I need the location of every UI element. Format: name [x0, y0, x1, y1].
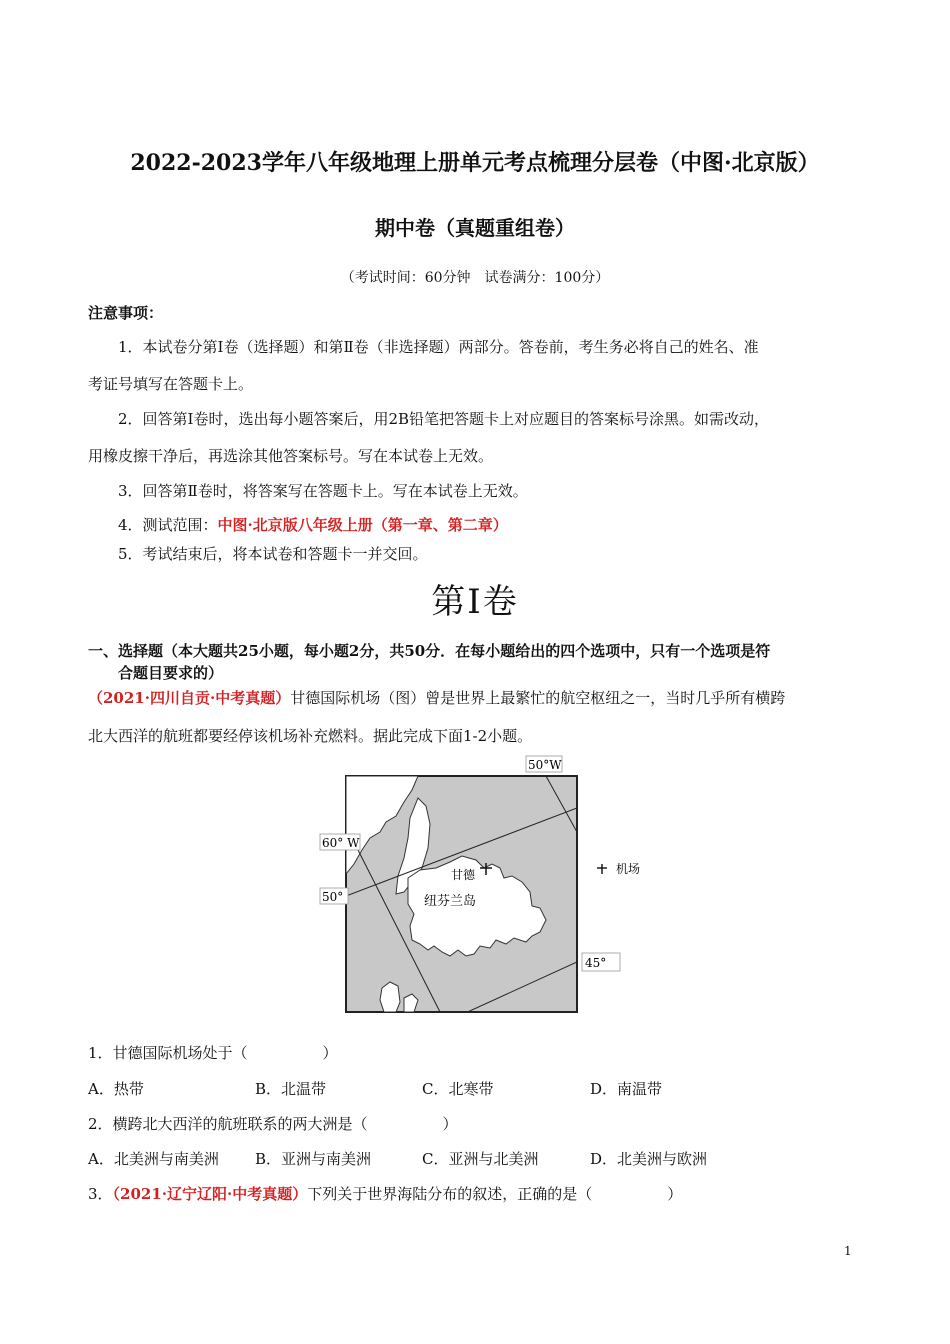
note-1-line1: 1．本试卷分第Ⅰ卷（选择题）和第Ⅱ卷（非选择题）两部分。答卷前，考生务必将自己的姓名、准: [118, 338, 759, 356]
q2-option-d[interactable]: D．北美洲与欧洲: [590, 1150, 708, 1168]
page-title: 2022-2023学年八年级地理上册单元考点梳理分层卷（中图·北京版）: [130, 150, 820, 176]
q2-option-b[interactable]: B．亚洲与南美洲: [255, 1150, 372, 1168]
question-1-stem: 1．甘德国际机场处于（ ）: [88, 1044, 338, 1062]
test-scope: 中图·北京版八年级上册（第一章、第二章）: [217, 516, 508, 534]
q1-option-b[interactable]: B．北温带: [255, 1080, 327, 1098]
lat-label-60: 60° W: [322, 836, 360, 850]
page-number: 1: [844, 1244, 852, 1258]
note-5: 5．考试结束后，将本试卷和答题卡一并交回。: [118, 545, 428, 563]
question-3: [88, 1183, 682, 1204]
intro-line2: 北大西洋的航班都要经停该机场补充燃料。据此完成下面1-2小题。: [88, 727, 533, 745]
lat-label-50: 50°: [322, 890, 344, 904]
newfoundland-map: [300, 750, 660, 1020]
q1-option-d[interactable]: D．南温带: [590, 1080, 663, 1098]
section-heading-line2: 合题目要求的）: [118, 664, 224, 682]
question-3-stem: 下列关于世界海陆分布的叙述，正确的是（ ）: [307, 1185, 683, 1203]
airport-label: 甘德: [451, 868, 476, 882]
q1-option-a[interactable]: A．热带: [88, 1080, 144, 1098]
lon-label-50w: 50°W: [528, 758, 562, 772]
question-2-stem: 2．横跨北大西洋的航班联系的两大洲是（ ）: [88, 1115, 458, 1133]
intro-source: （2021·四川自贡·中考真题）: [88, 689, 291, 707]
q2-option-c[interactable]: C．亚洲与北美洲: [422, 1150, 539, 1168]
q1-option-c[interactable]: C．北寒带: [422, 1080, 494, 1098]
intro-line1: [88, 687, 785, 708]
q2-option-a[interactable]: A．北美洲与南美洲: [88, 1150, 219, 1168]
note-4: [118, 514, 508, 535]
note-4-prefix: 4．测试范围：: [118, 516, 218, 534]
section-heading-line1: 一、选择题（本大题共25小题，每小题2分，共50分．在每小题给出的四个选项中，只有一个选项是符: [88, 642, 771, 660]
question-3-source: （2021·辽宁辽阳·中考真题）: [112, 1185, 308, 1203]
page-subtitle: 期中卷（真题重组卷）: [375, 216, 575, 240]
note-3: 3．回答第Ⅱ卷时，将答案写在答题卡上。写在本试卷上无效。: [118, 482, 528, 500]
legend-label: 机场: [616, 862, 641, 876]
island-label: 纽芬兰岛: [424, 894, 477, 909]
lat-label-45: 45°: [585, 956, 607, 970]
question-3-number: 3．: [88, 1185, 113, 1203]
legend-airport-icon: [597, 864, 607, 874]
note-2-line2: 用橡皮擦干净后，再选涂其他答案标号。写在本试卷上无效。: [88, 447, 494, 465]
exam-info: （考试时间：60分钟 试卷满分：100分）: [340, 270, 610, 286]
note-2-line1: 2．回答第Ⅰ卷时，选出每小题答案后，用2B铅笔把答题卡上对应题目的答案标号涂黑。如需改动，: [118, 410, 770, 428]
volume-title: 第Ⅰ卷: [431, 582, 519, 622]
notes-heading: 注意事项：: [88, 304, 164, 322]
note-1-line2: 考证号填写在答题卡上。: [88, 375, 254, 393]
intro-text-line1: 甘德国际机场（图）曾是世界上最繁忙的航空枢纽之一，当时几乎所有横跨: [290, 689, 786, 707]
